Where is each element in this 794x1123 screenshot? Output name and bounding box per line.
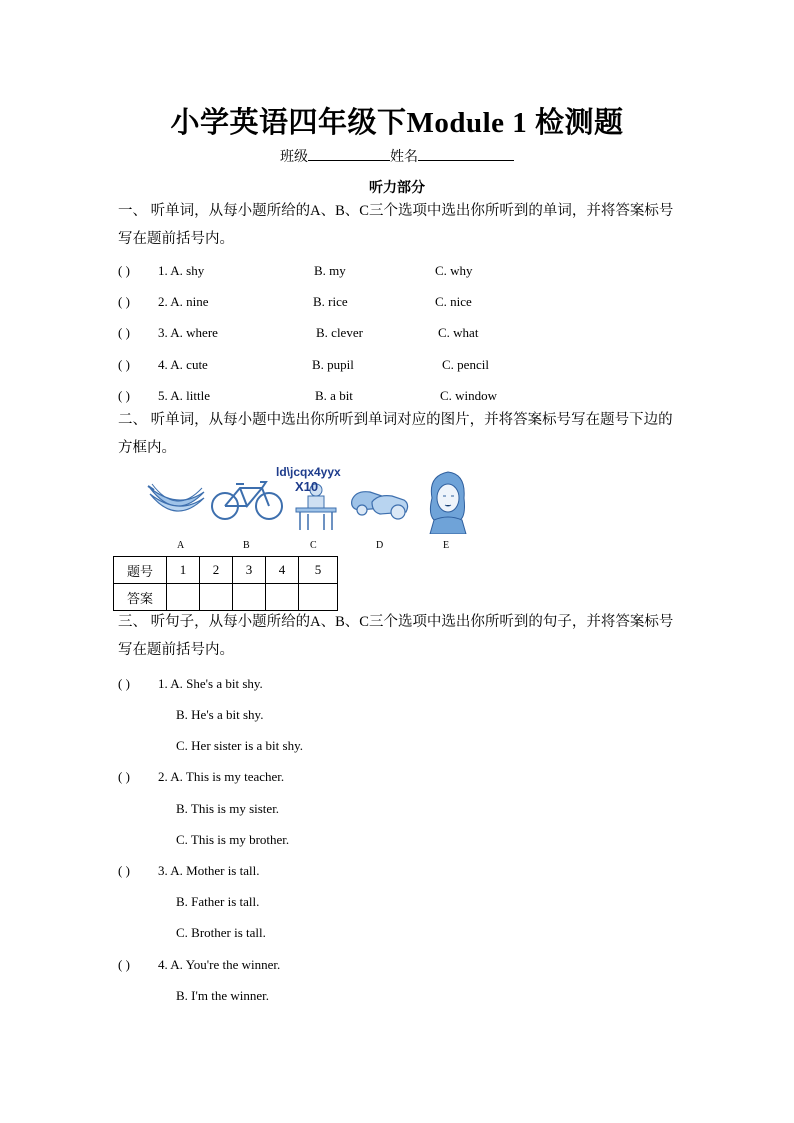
s3-q1-option-c: C. Her sister is a bit shy.	[176, 738, 303, 753]
s3-q2-option-b: B. This is my sister.	[176, 801, 280, 816]
section-subtitle: 听力部分	[369, 181, 425, 196]
skates-icon	[348, 486, 412, 522]
s1-question-2	[118, 293, 678, 311]
class-blank[interactable]	[308, 146, 390, 161]
answer-paren[interactable]: ( )	[118, 863, 130, 878]
answer-paren[interactable]: ( )	[118, 325, 130, 340]
s1-question-5	[118, 387, 678, 405]
option-b: B. my	[314, 263, 346, 278]
s3-question-3	[118, 862, 259, 880]
option-c: C. pencil	[442, 357, 489, 372]
option-b: B. a bit	[315, 388, 353, 403]
answer-cell[interactable]	[200, 584, 233, 611]
answer-paren[interactable]: ( )	[118, 263, 130, 278]
table-head-answer: 答案	[114, 584, 167, 611]
section3-instruction: 三、 听句子，从每小题所给的A、B、C三个选项中选出你所听到的句子，并将答案标号写在题前括号内。	[118, 614, 674, 658]
option-a: 2. A. nine	[158, 294, 209, 309]
banana-icon	[146, 470, 206, 522]
answer-paren[interactable]: ( )	[118, 294, 130, 309]
table-head-number: 题号	[114, 557, 167, 584]
option-a: 4. A. You're the winner.	[158, 957, 281, 972]
answer-cell[interactable]	[266, 584, 299, 611]
s3-q1-option-b: B. He's a bit shy.	[176, 707, 264, 722]
answer-paren[interactable]: ( )	[118, 676, 130, 691]
s1-question-3	[118, 324, 678, 342]
option-c: C. window	[440, 388, 498, 403]
table-cell: 2	[200, 557, 233, 584]
answer-table	[113, 556, 338, 611]
picture-label-a: A	[177, 540, 185, 551]
section2-instruction: 二、 听单词，从每小题中选出你所听到单词对应的图片，并将答案标号写在题号下边的方框内。	[118, 412, 673, 456]
answer-paren[interactable]: ( )	[118, 957, 130, 972]
answer-cell[interactable]	[233, 584, 266, 611]
picture-label-e: E	[443, 540, 450, 551]
section1-instruction: 一、 听单词，从每小题所给的A、B、C三个选项中选出你所听到的单词，并将答案标号写在题前括号内。	[118, 203, 674, 247]
option-b: B. clever	[316, 325, 363, 340]
class-label: 班级	[280, 150, 308, 165]
banana-picture	[146, 470, 206, 522]
s3-q3-option-b: B. Father is tall.	[176, 894, 260, 909]
overlay-text-line2: X10	[295, 479, 319, 494]
picture-label-c: C	[310, 540, 317, 551]
answer-paren[interactable]: ( )	[118, 357, 130, 372]
option-b: B. rice	[313, 294, 348, 309]
answer-cell[interactable]	[299, 584, 338, 611]
option-b: B. pupil	[312, 357, 354, 372]
s1-question-1	[118, 262, 678, 280]
option-a: 3. A. where	[158, 325, 218, 340]
option-a: 5. A. little	[158, 388, 210, 403]
table-cell: 1	[167, 557, 200, 584]
s1-question-4	[118, 356, 678, 374]
picture-label-b: B	[243, 540, 250, 551]
s3-question-1	[118, 675, 263, 693]
s3-q4-option-b: B. I'm the winner.	[176, 988, 269, 1003]
table-cell: 4	[266, 557, 299, 584]
page-title: 小学英语四年级下Module 1 检测题	[170, 107, 624, 139]
option-a: 1. A. shy	[158, 263, 205, 278]
option-a: 1. A. She's a bit shy.	[158, 676, 263, 691]
option-c: C. why	[435, 263, 473, 278]
roller-skates-picture	[348, 486, 412, 522]
class-name-line	[0, 146, 794, 166]
option-a: 3. A. Mother is tall.	[158, 863, 260, 878]
answer-cell[interactable]	[167, 584, 200, 611]
option-c: C. nice	[435, 294, 472, 309]
girl-picture	[426, 470, 468, 534]
option-a: 2. A. This is my teacher.	[158, 769, 285, 784]
shy-girl-icon	[426, 470, 468, 534]
bicycle-icon	[210, 474, 284, 524]
picture-label-d: D	[376, 540, 384, 551]
option-c: C. what	[438, 325, 479, 340]
name-label: 姓名	[390, 150, 418, 165]
answer-paren[interactable]: ( )	[118, 388, 130, 403]
name-blank[interactable]	[418, 146, 514, 161]
s3-question-2	[118, 768, 284, 786]
table-cell: 3	[233, 557, 266, 584]
table-row	[114, 584, 338, 611]
table-row	[114, 557, 338, 584]
s3-question-4	[118, 956, 280, 974]
option-a: 4. A. cute	[158, 357, 208, 372]
s3-q2-option-c: C. This is my brother.	[176, 832, 290, 847]
overlay-text-line1: ld\jcqx4yyx	[276, 465, 341, 479]
bicycle-picture	[210, 474, 284, 524]
s3-q3-option-c: C. Brother is tall.	[176, 925, 266, 940]
answer-paren[interactable]: ( )	[118, 769, 130, 784]
table-cell: 5	[299, 557, 338, 584]
